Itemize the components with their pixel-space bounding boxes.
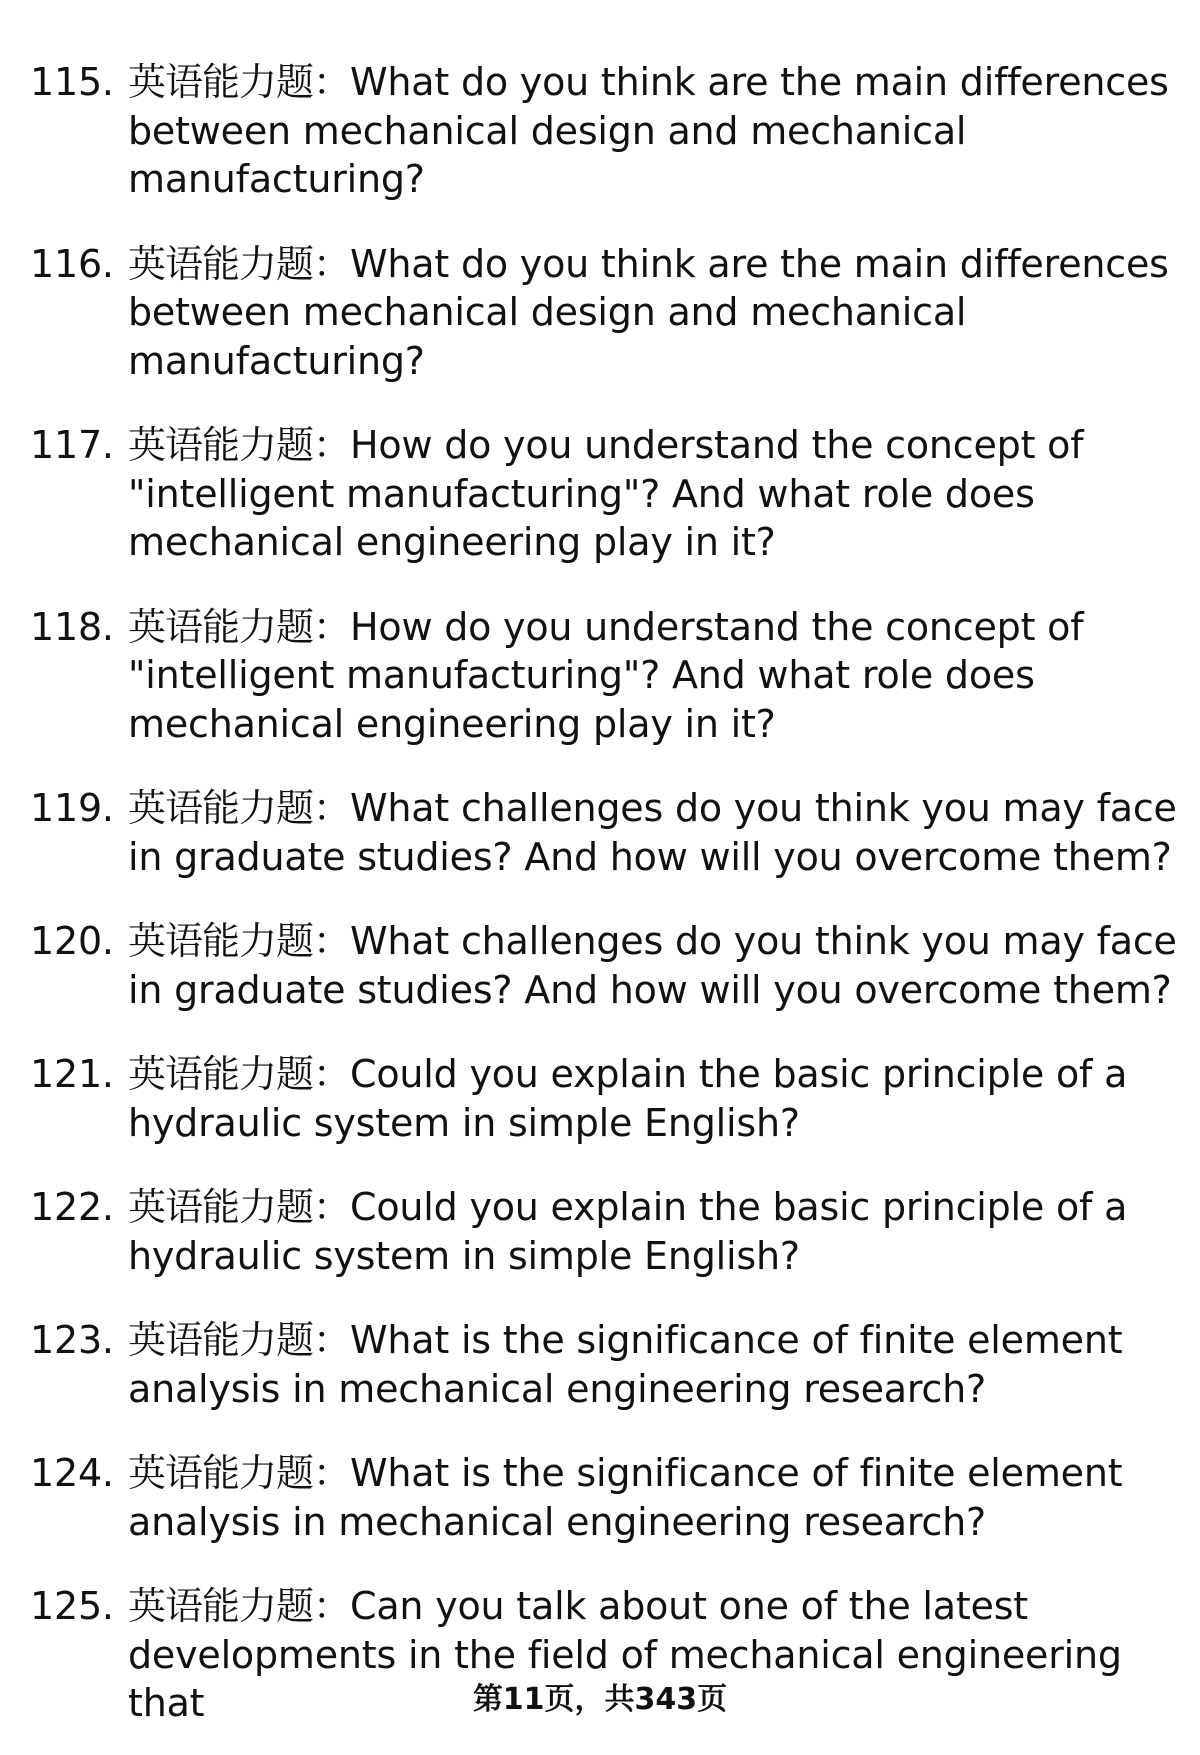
question-text: How do you understand the concept of "intelligent manufacturing"? And what role does mechanical engineering play in it?	[128, 604, 1084, 746]
question-tag: 英语能力题：	[128, 604, 351, 649]
question-number: 120.	[30, 919, 114, 963]
question-number: 117.	[30, 423, 114, 467]
question-item	[30, 1449, 1180, 1546]
question-tag: 英语能力题：	[128, 60, 351, 104]
question-text: Could you explain the basic principle of a hydraulic system in simple English?	[128, 1052, 1128, 1145]
question-text: Can you talk about one of the latest developments in the field of mechanical engineering that	[128, 1584, 1122, 1725]
question-tag: 英语能力题：	[128, 1052, 351, 1096]
question-item	[30, 917, 1180, 1014]
question-body	[128, 240, 1180, 386]
question-tag: 英语能力题：	[128, 241, 351, 286]
question-body	[128, 58, 1180, 204]
question-body	[128, 784, 1180, 881]
page-footer: 第11页，共343页	[472, 1682, 728, 1717]
question-item	[30, 421, 1180, 567]
question-body	[128, 917, 1180, 1014]
question-number: 119.	[30, 786, 114, 830]
question-body	[128, 1316, 1180, 1413]
question-text: What is the significance of finite element analysis in mechanical engineering research?	[128, 1318, 1123, 1411]
question-body	[128, 1183, 1180, 1280]
question-number: 118.	[30, 604, 114, 649]
question-body	[128, 603, 1180, 749]
question-tag: 英语能力题：	[128, 1318, 351, 1362]
question-body	[128, 1449, 1180, 1546]
question-number: 116.	[30, 241, 114, 286]
question-text: What do you think are the main differences between mechanical design and mechanical manufacturing?	[128, 241, 1169, 383]
question-text: What challenges do you think you may face in graduate studies? And how will you overcome them?	[128, 786, 1177, 879]
question-item	[30, 603, 1180, 749]
question-item	[30, 240, 1180, 386]
question-text: What challenges do you think you may face in graduate studies? And how will you overcome them?	[128, 919, 1177, 1012]
question-item	[30, 1183, 1180, 1280]
question-number: 123.	[30, 1318, 114, 1362]
question-number: 121.	[30, 1052, 114, 1096]
question-number: 122.	[30, 1185, 114, 1229]
question-item	[30, 1316, 1180, 1413]
question-body	[128, 1050, 1180, 1147]
question-tag: 英语能力题：	[128, 786, 351, 830]
question-text: Could you explain the basic principle of a hydraulic system in simple English?	[128, 1185, 1128, 1278]
question-item	[30, 1050, 1180, 1147]
question-text: How do you understand the concept of "intelligent manufacturing"? And what role does mechanical engineering play in it?	[128, 423, 1084, 564]
question-text: What do you think are the main differences between mechanical design and mechanical manufacturing?	[128, 60, 1169, 201]
question-tag: 英语能力题：	[128, 1451, 351, 1495]
question-number: 125.	[30, 1584, 114, 1628]
question-tag: 英语能力题：	[128, 1185, 351, 1229]
question-number: 115.	[30, 60, 114, 104]
question-tag: 英语能力题：	[128, 919, 351, 963]
question-body	[128, 421, 1180, 567]
question-number: 124.	[30, 1451, 114, 1495]
question-tag: 英语能力题：	[128, 1584, 351, 1628]
question-tag: 英语能力题：	[128, 423, 351, 467]
question-item	[30, 784, 1180, 881]
question-item	[30, 58, 1180, 204]
question-text: What is the significance of finite element analysis in mechanical engineering research?	[128, 1451, 1123, 1544]
